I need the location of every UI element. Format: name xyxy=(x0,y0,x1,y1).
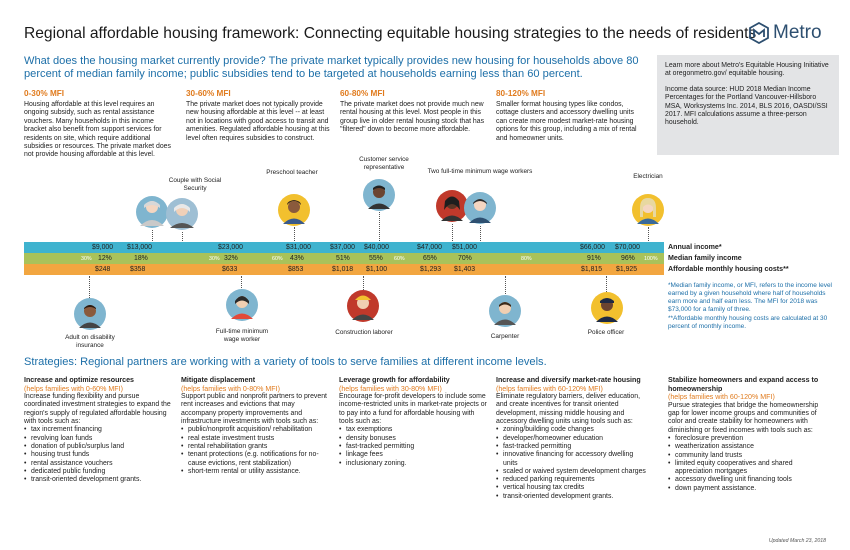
cost-value: $248 xyxy=(95,266,111,273)
connector-line xyxy=(606,276,607,292)
footnotes xyxy=(668,282,840,330)
income-value: $13,000 xyxy=(127,244,152,251)
strategy-description: Support public and nonprofit partners to prevent rent increases and evictions that may accompany property improvements and infrastructure investments with tools such as: xyxy=(181,393,327,426)
person-label: Construction laborer xyxy=(335,329,393,336)
list-item: • revolving loan funds xyxy=(24,435,174,443)
annual-income-caption: Annual income* xyxy=(668,243,722,251)
mfi-caption: Median family income xyxy=(668,254,742,262)
mfi-threshold-marker: 100% xyxy=(644,256,658,262)
list-item: • linkage fees xyxy=(339,451,489,459)
strategy-title: Increase and optimize resources xyxy=(24,376,134,384)
strategy-subtitle: (helps families with 60-120% MFI) xyxy=(496,384,603,393)
strategy-title: Leverage growth for affordability xyxy=(339,376,450,384)
list-item: • tax exemptions xyxy=(339,426,489,434)
mfi-value: 91% xyxy=(587,255,601,262)
strategy-column-homeownership xyxy=(668,376,824,493)
connector-line xyxy=(452,224,453,243)
person-label: Couple with Social Security xyxy=(168,177,222,192)
band-title: 80-120% MFI xyxy=(496,89,546,98)
preschool-teacher-avatar-icon xyxy=(277,193,311,227)
housing-cost-caption: Affordable monthly housing costs** xyxy=(668,265,789,273)
cost-footnote: **Affordable monthly housing costs are calculated at 30 percent of monthly income. xyxy=(668,314,828,330)
mfi-value: 55% xyxy=(369,255,383,262)
income-value: $66,000 xyxy=(580,244,605,251)
carpenter-avatar-icon xyxy=(488,294,522,328)
list-item: • dedicated public funding xyxy=(24,468,174,476)
list-item: • transit-oriented development grants. xyxy=(496,493,646,501)
mfi-threshold-marker: 30% xyxy=(209,256,220,262)
connector-line xyxy=(480,226,481,243)
minimum-wage-worker-avatar-icon xyxy=(225,288,259,322)
construction-laborer-avatar-icon xyxy=(346,289,380,323)
strategy-subtitle: (helps families with 0-60% MFI) xyxy=(24,384,123,393)
cost-value: $1,925 xyxy=(616,266,638,273)
police-officer-avatar-icon xyxy=(590,291,624,325)
list-item: • vertical housing tax credits xyxy=(496,484,646,492)
band-80-120 xyxy=(496,89,646,143)
mfi-value: 51% xyxy=(336,255,350,262)
list-item: • inclusionary zoning. xyxy=(339,460,489,468)
mfi-threshold-marker: 60% xyxy=(394,256,405,262)
strategy-tool-list xyxy=(181,426,331,476)
strategy-subtitle: (helps families with 30-80% MFI) xyxy=(339,384,442,393)
band-text: The private market does not provide much new rental housing at this level. Most people in this group live in older rental housing stock that has "filtered" down to become more affordable. xyxy=(340,101,485,134)
band-text: Smaller format housing types like condos, cottage clusters and accessory dwelling units can create more modest market-rate housing options for this group, including a mix of rental and homeowner units. xyxy=(496,101,637,142)
connector-line xyxy=(294,227,295,243)
income-value: $31,000 xyxy=(286,244,311,251)
list-item: • weatherization assistance xyxy=(668,443,824,451)
mfi-value: 65% xyxy=(423,255,437,262)
strategies-heading: Strategies: Regional partners are working with a variety of tools to serve families at different income levels. xyxy=(24,356,547,368)
band-30-60 xyxy=(186,89,332,143)
strategy-column-growth xyxy=(339,376,489,468)
annual-income-bar xyxy=(24,242,664,253)
cost-value: $633 xyxy=(222,266,238,273)
strategy-subtitle: (helps families with 60-120% MFI) xyxy=(668,393,775,402)
cost-value: $1,018 xyxy=(332,266,354,273)
person-label: Carpenter xyxy=(490,333,520,340)
couple-avatar-icon xyxy=(134,192,202,232)
income-value: $70,000 xyxy=(615,244,640,251)
strategy-description: Eliminate regulatory barriers, deliver education, and create incentives for transit oriented development, missing middle housing and accessory dwelling units using tools such as: xyxy=(496,393,641,426)
income-bars xyxy=(24,242,664,276)
list-item: • rental assistance vouchers xyxy=(24,460,174,468)
income-value: $47,000 xyxy=(417,244,442,251)
person-label: Full-time minimum wage worker xyxy=(215,328,269,343)
list-item: • tenant protections (e.g. notifications for no-cause evictions, rent stabilization) xyxy=(181,451,331,468)
list-item: • down payment assistance. xyxy=(668,485,824,493)
cost-value: $1,403 xyxy=(454,266,476,273)
list-item: • community land trusts xyxy=(668,452,824,460)
person-label: Customer service representative xyxy=(359,156,409,171)
metro-logo-icon xyxy=(748,22,770,44)
strategy-column-displacement xyxy=(181,376,331,476)
person-label: Preschool teacher xyxy=(266,169,318,176)
two-workers-avatar-icon xyxy=(435,188,499,226)
list-item: • public/nonprofit acquisition/ rehabilitation xyxy=(181,426,331,434)
affordable-housing-cost-bar xyxy=(24,264,664,275)
list-item: • scaled or waived system development charges xyxy=(496,468,646,476)
strategy-tool-list xyxy=(339,426,489,467)
income-value: $37,000 xyxy=(330,244,355,251)
list-item: • foreclosure prevention xyxy=(668,435,824,443)
list-item: • developer/homeowner education xyxy=(496,435,646,443)
income-value: $51,000 xyxy=(452,244,477,251)
strategy-description: Increase funding flexibility and pursue coordinated investment strategies to expand the region's supply of regulated affordable housing with tools such as: xyxy=(24,393,171,426)
mfi-value: 18% xyxy=(134,255,148,262)
list-item: • donation of public/surplus land xyxy=(24,443,174,451)
band-title: 0-30% MFI xyxy=(24,89,65,98)
median-family-income-bar xyxy=(24,253,664,264)
list-item: • accessory dwelling unit financing tools xyxy=(668,476,824,484)
strategy-description: Encourage for-profit developers to include some income-restricted units in market-rate projects or to pay into a fund for affordable housing with tools such as: xyxy=(339,393,487,426)
income-value: $23,000 xyxy=(218,244,243,251)
strategy-title: Mitigate displacement xyxy=(181,376,256,384)
metro-logo-text: Metro xyxy=(773,22,822,43)
cost-value: $1,815 xyxy=(581,266,603,273)
strategy-column-market-rate xyxy=(496,376,646,501)
mfi-value: 70% xyxy=(458,255,472,262)
person-label: Adult on disability insurance xyxy=(65,334,115,349)
person-label: Police officer xyxy=(587,329,625,336)
intro-heading: What does the housing market currently provide? The private market typically provides new housing for households above 80 percent of median family income; public subsidies tend to be targeted at households earning less than 60 percent. xyxy=(24,55,639,80)
strategy-column-resources xyxy=(24,376,174,484)
mfi-footnote: *Median family income, or MFI, refers to the income level earned by a given household where half of households earn more and half earn less. The MFI for 2018 was $73,000 for a family of three. xyxy=(668,282,833,313)
person-label: Two full-time minimum wage workers xyxy=(427,168,533,175)
band-60-80 xyxy=(340,89,486,135)
band-0-30 xyxy=(24,89,174,160)
strategy-tool-list xyxy=(24,426,174,484)
data-source-text: Income data source: HUD 2018 Median Income Percentages for the Portland Vancouver-Hillsboro MSA, Worksystems Inc. 2014, BLS 2016, OASDI/SSI 2017. MFI calculations assume a three-person household. xyxy=(665,85,828,127)
strategy-title: Increase and diversify market-rate housing xyxy=(496,376,641,384)
mfi-value: 96% xyxy=(621,255,635,262)
list-item: • transit-oriented development grants. xyxy=(24,476,174,484)
cost-value: $1,293 xyxy=(420,266,442,273)
list-item: • innovative financing for accessory dwelling units xyxy=(496,451,646,468)
connector-line xyxy=(648,227,649,243)
connector-line xyxy=(505,276,506,294)
list-item: • reduced parking requirements xyxy=(496,476,646,484)
list-item: • short-term rental or utility assistance. xyxy=(181,468,331,476)
band-title: 60-80% MFI xyxy=(340,89,385,98)
connector-line xyxy=(363,276,364,290)
mfi-threshold-marker: 30% xyxy=(81,256,92,262)
list-item: • fast-tracked permitting xyxy=(339,443,489,451)
list-item: • rental rehabilitation grants xyxy=(181,443,331,451)
mfi-value: 32% xyxy=(224,255,238,262)
cost-value: $1,100 xyxy=(366,266,388,273)
electrician-avatar-icon xyxy=(631,193,665,227)
metro-logo xyxy=(748,22,830,46)
list-item: • housing trust funds xyxy=(24,451,174,459)
list-item: • fast-tracked permitting xyxy=(496,443,646,451)
list-item: • limited equity cooperatives and shared appreciation mortgages xyxy=(668,460,824,477)
connector-line xyxy=(379,212,380,243)
learn-more-text: Learn more about Metro's Equitable Housing Initiative at oregonmetro.gov/ equitable housing. xyxy=(665,62,829,78)
income-value: $9,000 xyxy=(92,244,114,251)
info-box xyxy=(657,55,839,155)
person-label: Electrician xyxy=(633,173,663,180)
updated-date: Updated March 23, 2018 xyxy=(768,538,826,544)
strategy-tool-list xyxy=(496,426,646,501)
list-item: • density bonuses xyxy=(339,435,489,443)
mfi-threshold-marker: 80% xyxy=(521,256,532,262)
strategy-subtitle: (helps families with 0-80% MFI) xyxy=(181,384,280,393)
mfi-threshold-marker: 60% xyxy=(272,256,283,262)
list-item: • zoning/building code changes xyxy=(496,426,646,434)
band-title: 30-60% MFI xyxy=(186,89,231,98)
disability-adult-avatar-icon xyxy=(73,297,107,331)
strategy-tool-list xyxy=(668,435,824,493)
cost-value: $358 xyxy=(130,266,146,273)
mfi-value: 12% xyxy=(98,255,112,262)
connector-line xyxy=(89,276,90,298)
page-title: Regional affordable housing framework: Connecting equitable housing strategies to the needs of residents xyxy=(24,25,757,42)
strategy-description: Pursue strategies that bridge the homeownership gap for lower income groups and communities of color and create stability for homeowners with diminishing or fixed incomes with tools such as: xyxy=(668,401,819,434)
band-text: Housing affordable at this level requires an ongoing subsidy, such as rental assistance vouchers. Many households in this income bracket also benefit from support services for residents on site, which require additional subsidies or resources. The private market does not provide housing affordable at this level. xyxy=(24,101,171,159)
list-item: • real estate investment trusts xyxy=(181,435,331,443)
strategy-title: Stabilize homeowners and expand access to homeownership xyxy=(668,376,819,393)
mfi-value: 43% xyxy=(290,255,304,262)
list-item: • tax increment financing xyxy=(24,426,174,434)
cost-value: $853 xyxy=(288,266,304,273)
income-value: $40,000 xyxy=(364,244,389,251)
band-text: The private market does not typically provide new housing affordable at this level -- at least not in locations with good access to transit and amenities. Regulated affordable housing at this level often requires subsidies to construct. xyxy=(186,101,330,142)
customer-service-avatar-icon xyxy=(362,178,396,212)
